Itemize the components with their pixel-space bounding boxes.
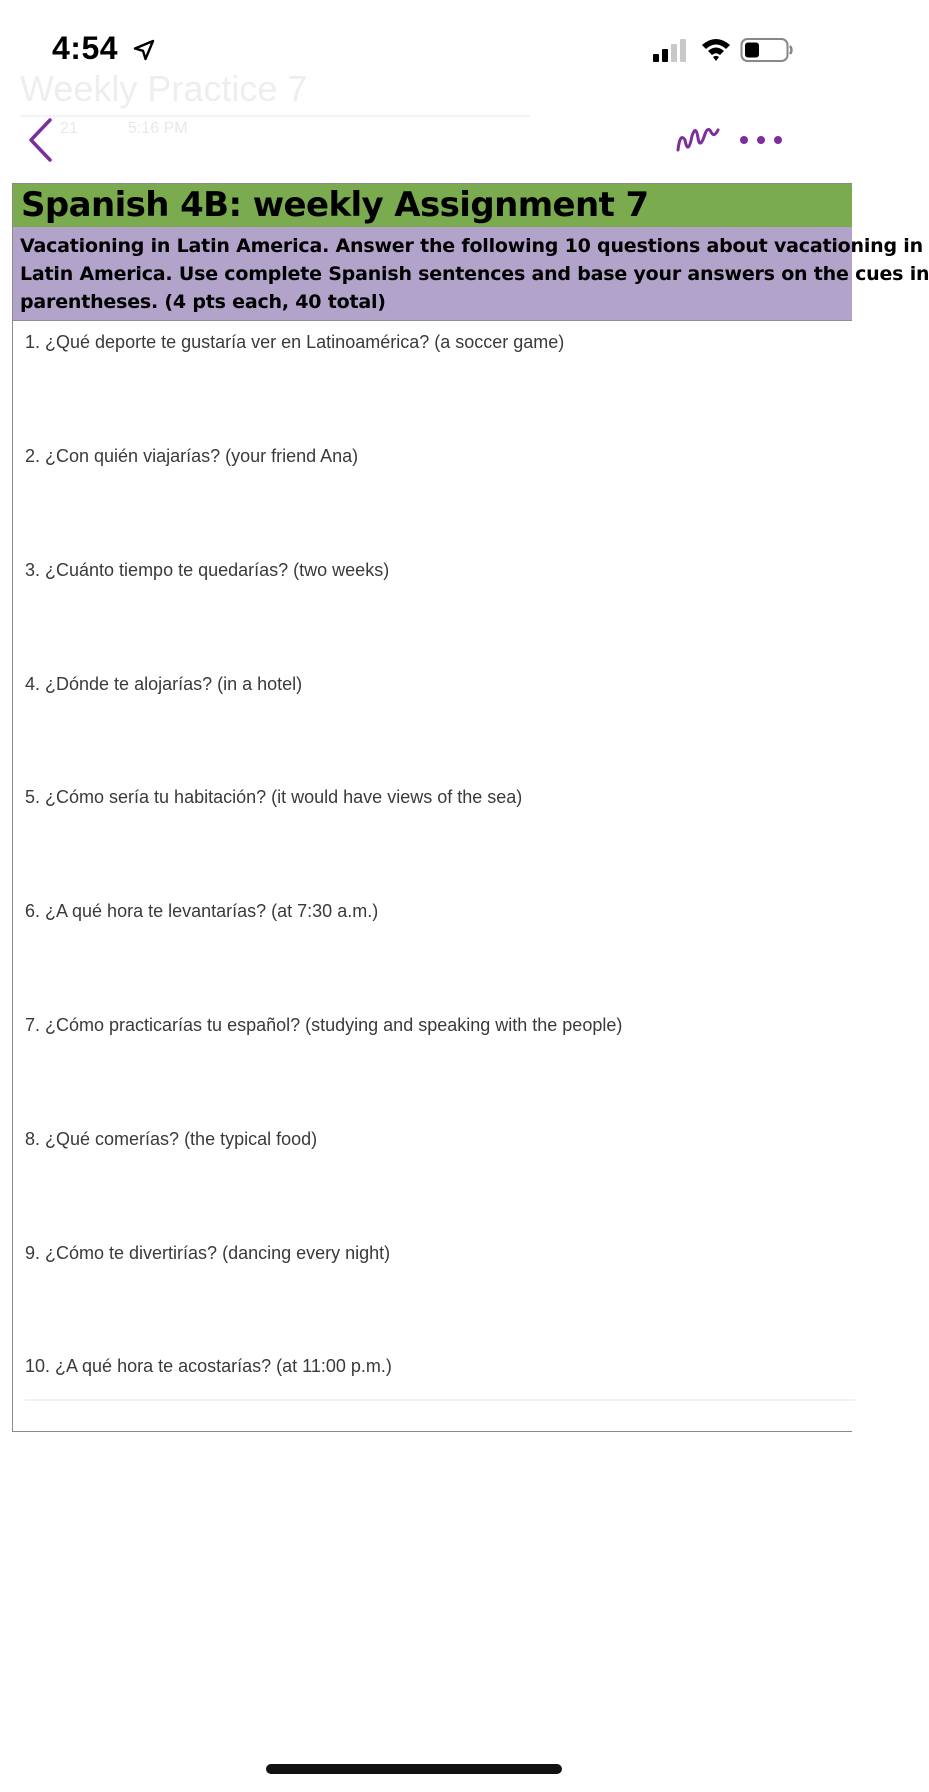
wifi-icon <box>700 36 732 62</box>
answer-area-8[interactable] <box>25 1159 845 1219</box>
status-time: 4:54 <box>52 30 119 66</box>
answer-area-4[interactable] <box>25 704 845 764</box>
chevron-left-icon[interactable] <box>26 116 56 164</box>
cellular-signal-icon <box>652 38 688 62</box>
battery-icon <box>740 37 794 63</box>
ellipsis-icon[interactable] <box>738 130 784 150</box>
answer-area-2[interactable] <box>25 476 845 536</box>
question-8: 8. ¿Qué comerías? (the typical food) <box>25 1129 318 1149</box>
instructions-line: Latin America. Use complete Spanish sentences and base your answers on the cues in <box>20 263 929 285</box>
question-4: 4. ¿Dónde te alojarías? (in a hotel) <box>25 674 303 694</box>
question-2: 2. ¿Con quién viajarías? (your friend Ana) <box>25 446 359 466</box>
worksheet <box>12 183 929 1432</box>
note-title: Weekly Practice 7 <box>20 68 308 109</box>
answer-area-1[interactable] <box>25 362 845 422</box>
question-5: 5. ¿Cómo sería tu habitación? (it would have views of the sea) <box>25 787 523 807</box>
answer-area-3[interactable] <box>25 590 845 650</box>
question-6: 6. ¿A qué hora te levantarías? (at 7:30 a.m.) <box>25 901 379 921</box>
header-divider <box>20 115 530 117</box>
question-1: 1. ¿Qué deporte te gustaría ver en Latinoamérica? (a soccer game) <box>25 332 565 352</box>
answer-area-5[interactable] <box>25 817 845 877</box>
question-7: 7. ¿Cómo practicarías tu español? (studying and speaking with the people) <box>25 1015 623 1035</box>
answer-area-7[interactable] <box>25 1045 845 1105</box>
location-arrow-icon <box>132 38 156 62</box>
question-9: 9. ¿Cómo te divertirías? (dancing every night) <box>25 1243 391 1263</box>
question-10: 10. ¿A qué hora te acostarías? (at 11:00 p.m.) <box>25 1356 392 1376</box>
question-3: 3. ¿Cuánto tiempo te quedarías? (two weeks) <box>25 560 390 580</box>
worksheet-title-bar <box>13 184 852 227</box>
instructions-line: parentheses. (4 pts each, 40 total) <box>20 291 386 313</box>
instructions-line: Vacationing in Latin America. Answer the following 10 questions about vacationing in <box>20 235 923 257</box>
answer-area-6[interactable] <box>25 931 845 991</box>
worksheet-title: Spanish 4B: weekly Assignment 7 <box>21 185 649 225</box>
worksheet-instructions <box>13 227 929 321</box>
pen-scribble-icon[interactable] <box>674 120 722 160</box>
note-date: 21 <box>60 120 78 137</box>
note-time: 5:16 PM <box>128 120 188 137</box>
divider <box>25 1399 855 1401</box>
home-indicator[interactable] <box>266 1764 562 1774</box>
answer-area-9[interactable] <box>25 1273 845 1333</box>
